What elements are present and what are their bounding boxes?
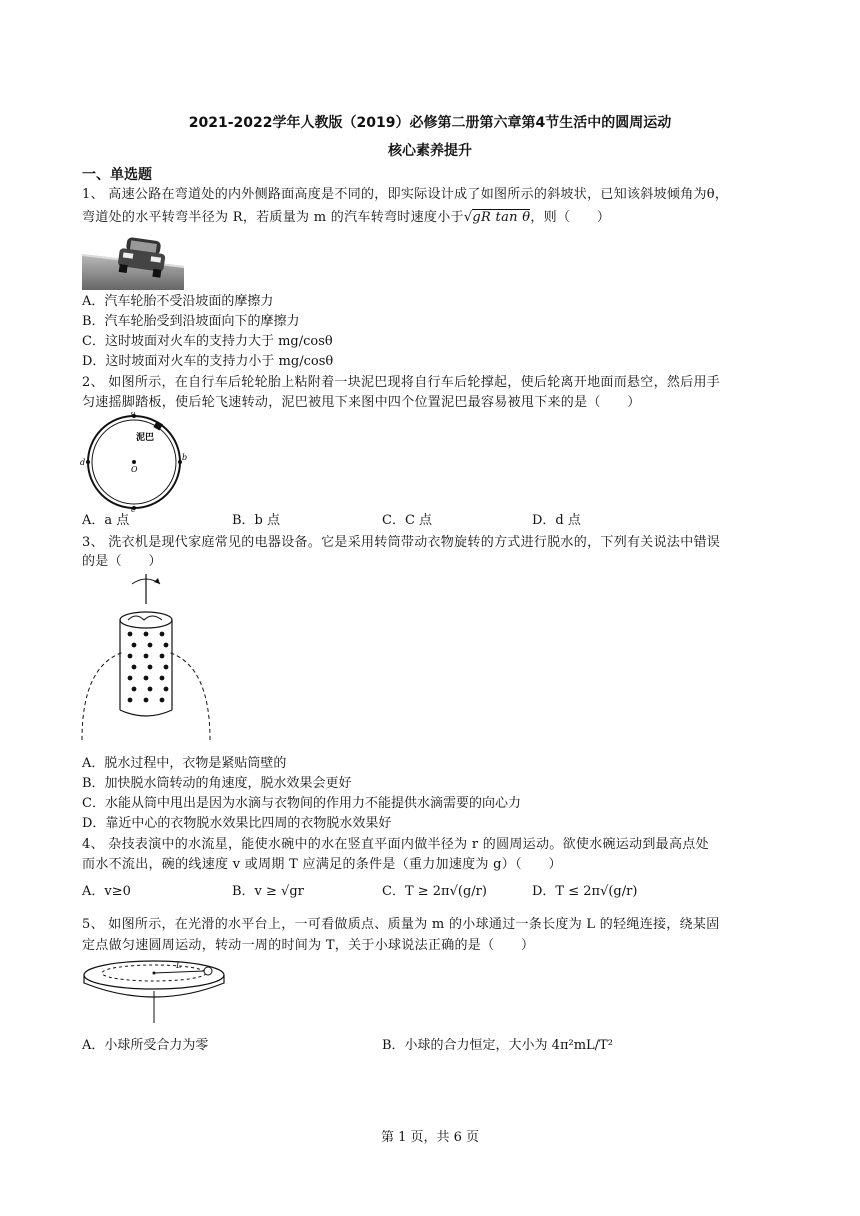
drum-hole (144, 632, 149, 637)
q1-option-b[interactable]: B．汽车轮胎受到沿坡面向下的摩擦力 (82, 314, 300, 329)
q5-option-b[interactable]: B．小球的合力恒定，大小为 4π²mL/T² (382, 1038, 613, 1053)
drum-hole (144, 676, 149, 681)
q1-stem-text: 弯道处的水平转弯半径为 R，若质量为 m 的汽车转弯时速度小于 (82, 210, 464, 225)
drum-hole (160, 676, 165, 681)
drum-hole (144, 654, 149, 659)
drum-hole (164, 665, 169, 670)
q5-option-a[interactable]: A．小球所受合力为零 (82, 1038, 209, 1053)
drum-hole (144, 698, 149, 703)
q1-sqrt-formula: √gR tan θ (463, 210, 531, 225)
drum-hole (164, 643, 169, 648)
drum-hole (160, 632, 165, 637)
q1-stem-line2 (82, 208, 802, 228)
q2-label-d: d (80, 458, 86, 467)
q4-option-d[interactable]: D．T ≤ 2π√(g/r) (532, 884, 638, 899)
drum-hole (148, 643, 153, 648)
drum-hole (148, 687, 153, 692)
drum-hole (128, 698, 133, 703)
q5-table-disc-figure (80, 955, 230, 1025)
q3-washing-drum-figure (78, 570, 214, 746)
drum-hole (128, 654, 133, 659)
q1-stem-line1: 1、 高速公路在弯道处的内外侧路面高度是不同的，即实际设计成了如图所示的斜坡状，已知该斜坡倾角为θ， (82, 187, 729, 202)
page-footer: 第 1 页，共 6 页 (380, 1130, 480, 1145)
drum-hole (132, 687, 137, 692)
drum-hole (148, 665, 153, 670)
document-subtitle: 核心素养提升 (388, 143, 472, 159)
q2-option-c[interactable]: C．C 点 (382, 513, 433, 528)
q1-option-a[interactable]: A．汽车轮胎不受沿坡面的摩擦力 (82, 294, 274, 309)
q1-option-d[interactable]: D．这时坡面对火车的支持力小于 mg/cosθ (82, 354, 334, 369)
q5-stem-line2: 定点做匀速圆周运动，转动一周的时间为 T，关于小球说法正确的是（ ） (82, 938, 535, 953)
q3-stem-line2: 的是（ ） (82, 554, 162, 569)
drum-hole (164, 687, 169, 692)
q3-option-c[interactable]: C．水能从筒中甩出是因为水滴与衣物间的作用力不能提供水滴需要的向心力 (82, 796, 521, 811)
q2-option-a[interactable]: A．a 点 (82, 513, 130, 528)
q2-label-o: O (131, 465, 138, 474)
q2-stem-line1: 2、 如图所示，在自行车后轮轮胎上粘附着一块泥巴现将自行车后轮撑起，使后轮离开地面而悬空，然后用手 (82, 375, 721, 390)
drum-hole (160, 698, 165, 703)
drum-hole (128, 632, 133, 637)
q4-option-c[interactable]: C．T ≥ 2π√(g/r) (382, 884, 487, 899)
drum-hole (128, 676, 133, 681)
q4-option-a[interactable]: A．v≥0 (82, 884, 131, 899)
q3-stem-line1: 3、 洗衣机是现代家庭常见的电器设备。它是采用转筒带动衣物旋转的方式进行脱水的，下列有关说法中错误 (82, 535, 721, 550)
q5-label-l: L (176, 961, 182, 970)
section-heading: 一、单选题 (82, 167, 152, 183)
drum-hole (132, 643, 137, 648)
q2-label-c: c (131, 505, 136, 512)
q2-option-d[interactable]: D．d 点 (532, 513, 581, 528)
q2-option-b[interactable]: B．b 点 (232, 513, 281, 528)
q3-drum-holes (128, 632, 169, 703)
q2-label-mud: 泥巴 (136, 433, 155, 443)
q1-stem-end: ，则（ ） (530, 210, 611, 225)
q2-label-b: b (182, 453, 188, 462)
drum-hole (132, 665, 137, 670)
q2-wheel-figure (78, 412, 190, 512)
q4-stem-line2: 而水不流出，碗的线速度 v 或周期 T 应满足的条件是（重力加速度为 g）（ ） (82, 857, 562, 872)
q3-option-a[interactable]: A．脱水过程中，衣物是紧贴筒壁的 (82, 756, 287, 771)
q5-stem-line1: 5、 如图所示，在光滑的水平台上，一可看做质点、质量为 m 的小球通过一条长度为 L 的轻绳连接，绕某固 (82, 917, 720, 932)
q4-option-b[interactable]: B．v ≥ √gr (232, 884, 304, 899)
q1-option-c[interactable]: C．这时坡面对火车的支持力大于 mg/cosθ (82, 334, 333, 349)
q2-stem-line2: 匀速摇脚踏板，使后轮飞速转动，泥巴被甩下来图中四个位置泥巴最容易被甩下来的是（ ） (82, 395, 641, 410)
document-title: 2021-2022学年人教版（2019）必修第二册第六章第4节生活中的圆周运动 (188, 115, 672, 131)
q2-label-a: a (131, 412, 136, 417)
q1-car-on-slope-figure (82, 230, 184, 290)
drum-hole (160, 654, 165, 659)
q3-option-d[interactable]: D．靠近中心的衣物脱水效果比四周的衣物脱水效果好 (82, 816, 392, 831)
q4-stem-line1: 4、 杂技表演中的水流星，能使水碗中的水在竖直平面内做半径为 r 的圆周运动。欲使水碗运动到最高点处 (82, 837, 709, 852)
q3-option-b[interactable]: B．加快脱水筒转动的角速度，脱水效果会更好 (82, 776, 352, 791)
